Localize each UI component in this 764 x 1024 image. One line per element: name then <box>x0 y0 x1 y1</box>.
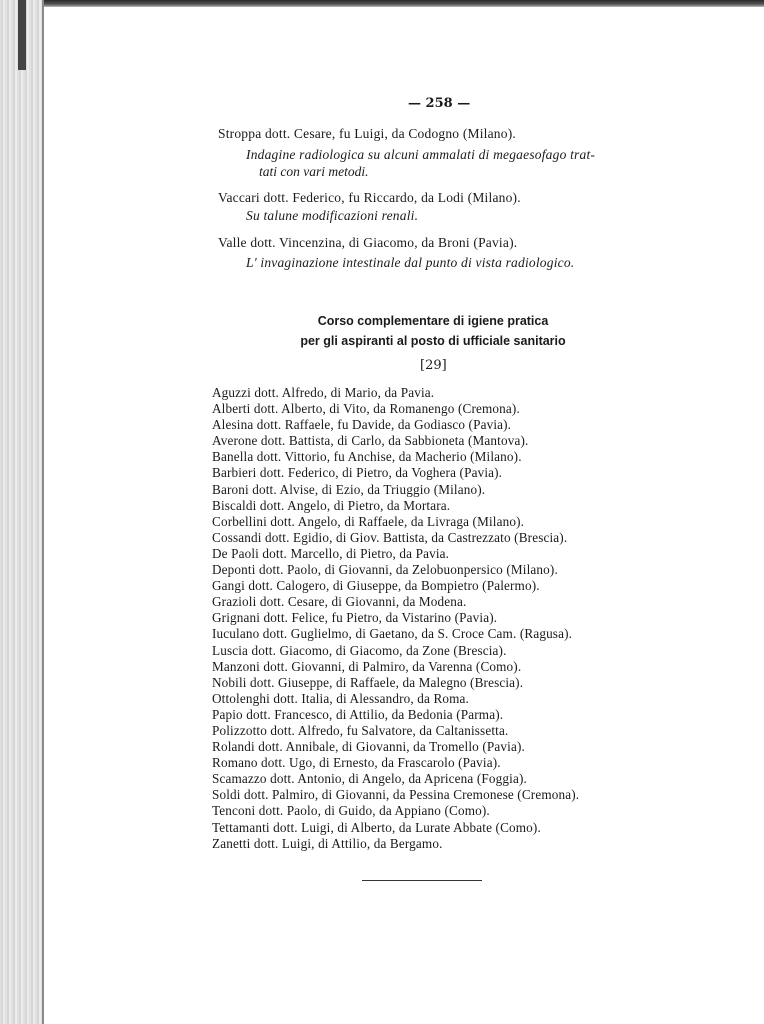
list-item: De Paoli dott. Marcello, di Pietro, da Pavia. <box>212 545 450 561</box>
list-item: Banella dott. Vittorio, fu Anchise, da Macherio (Milano). <box>212 449 522 465</box>
list-item: Soldi dott. Palmiro, di Giovanni, da Pessina Cremonese (Cremona). <box>212 787 580 803</box>
list-item: Tettamanti dott. Luigi, di Alberto, da Lurate Abbate (Como). <box>212 819 541 835</box>
section-subheading: per gli aspiranti al posto di ufficiale sanitario <box>300 334 566 348</box>
closing-rule <box>362 880 482 881</box>
list-item: Alesina dott. Raffaele, fu Davide, da Godiasco (Pavia). <box>212 417 512 433</box>
list-item: Rolandi dott. Annibale, di Giovanni, da Tromello (Pavia). <box>212 739 525 755</box>
entry-title-continued: tati con vari metodi. <box>259 164 369 179</box>
entry-title: Su talune modificazioni renali. <box>246 208 419 223</box>
list-item: Romano dott. Ugo, di Ernesto, da Frascarolo (Pavia). <box>212 755 501 771</box>
list-item: Iuculano dott. Guglielmo, di Gaetano, da S. Croce Cam. (Ragusa). <box>212 626 573 642</box>
list-item: Averone dott. Battista, di Carlo, da Sabbioneta (Mantova). <box>212 433 529 449</box>
section-heading: Corso complementare di igiene pratica <box>317 314 549 328</box>
list-item: Ottolenghi dott. Italia, di Alessandro, da Roma. <box>212 690 469 706</box>
list-item: Manzoni dott. Giovanni, di Palmiro, da Varenna (Como). <box>212 658 522 674</box>
list-item: Deponti dott. Paolo, di Giovanni, da Zelobuonpersico (Milano). <box>212 562 558 578</box>
binding-line <box>42 0 44 1024</box>
entry-name: Valle dott. Vincenzina, di Giacomo, da Broni (Pavia). <box>218 235 518 250</box>
list-item: Scamazzo dott. Antonio, di Angelo, da Apricena (Foggia). <box>212 771 527 787</box>
list-item: Alberti dott. Alberto, di Vito, da Romanengo (Cremona). <box>212 401 520 417</box>
list-item: Zanetti dott. Luigi, di Attilio, da Bergamo. <box>212 835 443 851</box>
list-item: Grignani dott. Felice, fu Pietro, da Vistarino (Pavia). <box>212 610 498 626</box>
entry-name: Stroppa dott. Cesare, fu Luigi, da Codogno (Milano). <box>218 126 516 141</box>
binding-shadow <box>18 0 26 70</box>
section-count: [29] <box>420 358 447 373</box>
list-item: Aguzzi dott. Alfredo, di Mario, da Pavia. <box>212 385 435 400</box>
list-item: Grazioli dott. Cesare, di Giovanni, da Modena. <box>212 594 467 610</box>
list-item: Nobili dott. Giuseppe, di Raffaele, da Malegno (Brescia). <box>212 674 524 690</box>
page-top-edge <box>0 0 764 7</box>
page-number: — 258 — <box>408 96 471 111</box>
list-item: Papio dott. Francesco, di Attilio, da Bedonia (Parma). <box>212 706 504 722</box>
list-item: Gangi dott. Calogero, di Giuseppe, da Bompietro (Palermo). <box>212 578 540 594</box>
list-item: Luscia dott. Giacomo, di Giacomo, da Zone (Brescia). <box>212 642 507 658</box>
book-binding <box>0 0 42 1024</box>
entry-title: Indagine radiologica su alcuni ammalati di megaesofago trat- <box>246 147 596 162</box>
list-item: Biscaldi dott. Angelo, di Pietro, da Mortara. <box>212 497 451 513</box>
list-item: Baroni dott. Alvise, di Ezio, da Triuggio (Milano). <box>212 481 486 497</box>
entry-title: L' invaginazione intestinale dal punto di vista radiologico. <box>246 255 575 270</box>
list-item: Tenconi dott. Paolo, di Guido, da Appiano (Como). <box>212 803 490 819</box>
list-item: Polizzotto dott. Alfredo, fu Salvatore, da Caltanissetta. <box>212 722 509 738</box>
list-item: Cossandi dott. Egidio, di Giov. Battista, da Castrezzato (Brescia). <box>212 529 568 545</box>
list-item: Barbieri dott. Federico, di Pietro, da Voghera (Pavia). <box>212 465 503 481</box>
names-list <box>212 385 579 852</box>
entry-name: Vaccari dott. Federico, fu Riccardo, da Lodi (Milano). <box>218 190 521 205</box>
list-item: Corbellini dott. Angelo, di Raffaele, da Livraga (Milano). <box>212 513 525 529</box>
